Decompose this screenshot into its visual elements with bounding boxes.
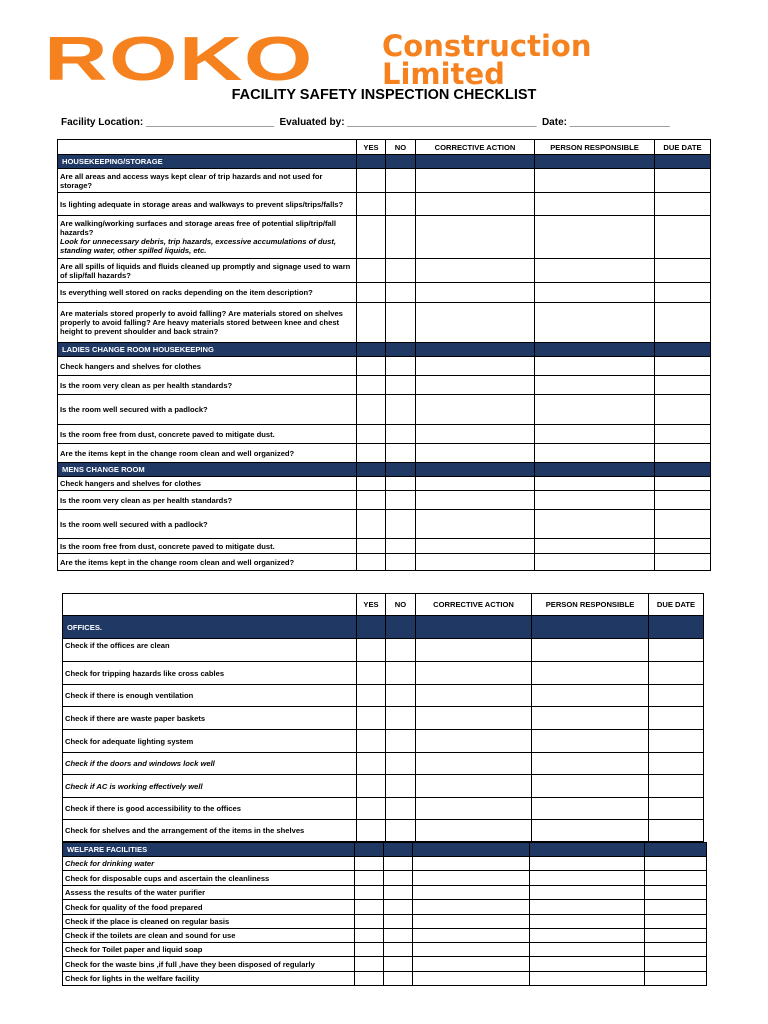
yes-cell[interactable]: [355, 915, 384, 929]
no-cell[interactable]: [384, 900, 413, 915]
due-cell[interactable]: [655, 491, 711, 510]
person-responsible-header: PERSON RESPONSIBLE: [535, 140, 655, 155]
section-title: WELFARE FACILITIES: [63, 843, 355, 857]
no-cell[interactable]: [386, 753, 416, 775]
no-cell[interactable]: [384, 957, 413, 972]
action-cell[interactable]: [416, 775, 532, 798]
yes-cell[interactable]: [357, 554, 386, 571]
due-cell[interactable]: [645, 857, 707, 871]
yes-cell[interactable]: [357, 303, 386, 343]
question-text: Is everything well stored on racks depending on the item description?: [58, 283, 357, 303]
no-cell[interactable]: [386, 477, 416, 491]
section-welfare-facilities: [63, 843, 707, 857]
blank-header: [58, 140, 357, 155]
question-text: Check if AC is working effectively well: [63, 775, 357, 798]
checklist-table-1: [57, 139, 711, 571]
question-text: Check if there is enough ventilation: [63, 685, 357, 707]
question-text: Assess the results of the water purifier: [63, 886, 355, 900]
person-cell[interactable]: [530, 857, 645, 871]
action-cell[interactable]: [416, 193, 535, 216]
no-cell[interactable]: [384, 915, 413, 929]
table-row: [63, 972, 707, 986]
checklist-table-3: [62, 842, 707, 986]
yes-cell[interactable]: [357, 169, 386, 193]
yes-cell[interactable]: [357, 193, 386, 216]
due-cell[interactable]: [655, 193, 711, 216]
person-cell[interactable]: [532, 639, 649, 662]
due-cell[interactable]: [645, 929, 707, 943]
question-text: Is the room well secured with a padlock?: [58, 510, 357, 539]
no-cell[interactable]: [386, 216, 416, 259]
no-cell[interactable]: [384, 972, 413, 986]
yes-header: YES: [357, 140, 386, 155]
no-cell[interactable]: [386, 259, 416, 283]
person-cell[interactable]: [535, 216, 655, 259]
action-cell[interactable]: [416, 216, 535, 259]
person-cell[interactable]: [535, 283, 655, 303]
action-cell[interactable]: [413, 972, 530, 986]
section-title: MENS CHANGE ROOM: [58, 463, 357, 477]
section-ladies-change-room: [58, 343, 711, 357]
table-row: [58, 169, 711, 193]
due-cell[interactable]: [649, 753, 704, 775]
question-text: Check if the doors and windows lock well: [63, 753, 357, 775]
yes-cell[interactable]: [357, 662, 386, 685]
question-text: Are walking/working surfaces and storage areas free of potential slip/trip/fall hazards?: [60, 219, 336, 237]
table-row: [63, 957, 707, 972]
yes-cell[interactable]: [355, 957, 384, 972]
question-text: Is the room free from dust, concrete paved to mitigate dust.: [58, 539, 357, 554]
person-cell[interactable]: [532, 685, 649, 707]
person-cell[interactable]: [532, 707, 649, 730]
action-cell[interactable]: [416, 554, 535, 571]
table-row: [58, 491, 711, 510]
question-text: Check for drinking water: [63, 857, 355, 871]
action-cell[interactable]: [416, 477, 535, 491]
action-cell[interactable]: [416, 357, 535, 376]
table-row: [63, 900, 707, 915]
table-row: [63, 915, 707, 929]
person-cell[interactable]: [532, 775, 649, 798]
table-row: [58, 510, 711, 539]
table-row: [63, 685, 704, 707]
table-header: [63, 594, 704, 616]
due-date-header: DUE DATE: [649, 594, 704, 616]
question-text: Check for tripping hazards like cross cables: [63, 662, 357, 685]
no-cell[interactable]: [384, 857, 413, 871]
due-cell[interactable]: [655, 283, 711, 303]
yes-cell[interactable]: [355, 871, 384, 886]
no-cell[interactable]: [386, 775, 416, 798]
document-title: FACILITY SAFETY INSPECTION CHECKLIST: [231, 87, 537, 103]
no-cell[interactable]: [386, 169, 416, 193]
person-cell[interactable]: [532, 662, 649, 685]
section-mens-change-room: [58, 463, 711, 477]
table-row: [58, 193, 711, 216]
yes-cell[interactable]: [357, 707, 386, 730]
action-cell[interactable]: [416, 798, 532, 820]
due-cell[interactable]: [655, 303, 711, 343]
question-text: Check for disposable cups and ascertain the cleanliness: [63, 871, 355, 886]
no-cell[interactable]: [386, 193, 416, 216]
question-text: Is the room very clean as per health standards?: [58, 491, 357, 510]
yes-cell[interactable]: [357, 425, 386, 444]
no-cell[interactable]: [386, 303, 416, 343]
person-cell[interactable]: [535, 395, 655, 425]
question-text: Is the room free from dust, concrete paved to mitigate dust.: [58, 425, 357, 444]
table-header: [58, 140, 711, 155]
no-header: NO: [386, 594, 416, 616]
due-cell[interactable]: [645, 943, 707, 957]
action-cell[interactable]: [413, 943, 530, 957]
table-row: [58, 554, 711, 571]
question-text: Are the items kept in the change room clean and well organized?: [58, 554, 357, 571]
table-row: [63, 639, 704, 662]
question-text: Check for quality of the food prepared: [63, 900, 355, 915]
question-text: Check if the offices are clean: [63, 639, 357, 662]
due-cell[interactable]: [655, 169, 711, 193]
action-cell[interactable]: [413, 957, 530, 972]
table-row: [58, 539, 711, 554]
person-cell[interactable]: [535, 491, 655, 510]
yes-cell[interactable]: [357, 685, 386, 707]
due-cell[interactable]: [655, 510, 711, 539]
question-text: Are the items kept in the change room clean and well organized?: [58, 444, 357, 463]
yes-cell[interactable]: [355, 857, 384, 871]
question-text: Check for lights in the welfare facility: [63, 972, 355, 986]
yes-cell[interactable]: [357, 216, 386, 259]
logo-line-2: Limited: [382, 57, 505, 91]
table-row: [63, 857, 707, 871]
facility-location-field[interactable]: Facility Location: _______________________: [61, 117, 274, 128]
yes-cell[interactable]: [355, 972, 384, 986]
action-cell[interactable]: [416, 707, 532, 730]
no-cell[interactable]: [386, 444, 416, 463]
action-cell[interactable]: [416, 444, 535, 463]
person-cell[interactable]: [532, 798, 649, 820]
person-cell[interactable]: [532, 730, 649, 753]
table-row: [58, 477, 711, 491]
corrective-action-header: CORRECTIVE ACTION: [416, 140, 535, 155]
evaluated-by-field[interactable]: Evaluated by: __________________________________: [279, 117, 537, 128]
no-cell[interactable]: [386, 395, 416, 425]
person-cell[interactable]: [535, 510, 655, 539]
question-text: Check if there are waste paper baskets: [63, 707, 357, 730]
no-cell[interactable]: [386, 510, 416, 539]
person-cell[interactable]: [532, 753, 649, 775]
person-cell[interactable]: [530, 915, 645, 929]
action-cell[interactable]: [416, 510, 535, 539]
action-cell[interactable]: [416, 425, 535, 444]
question-text: Check if the toilets are clean and sound for use: [63, 929, 355, 943]
question-text: Check for the waste bins ,if full ,have they been disposed of regularly: [63, 957, 355, 972]
action-cell[interactable]: [416, 639, 532, 662]
due-cell[interactable]: [649, 730, 704, 753]
due-cell[interactable]: [655, 395, 711, 425]
action-cell[interactable]: [413, 900, 530, 915]
no-cell[interactable]: [386, 376, 416, 395]
table-row: [63, 820, 704, 842]
action-cell[interactable]: [416, 491, 535, 510]
due-cell[interactable]: [655, 425, 711, 444]
person-cell[interactable]: [535, 376, 655, 395]
no-cell[interactable]: [386, 707, 416, 730]
section-title: LADIES CHANGE ROOM HOUSEKEEPING: [58, 343, 357, 357]
yes-cell[interactable]: [357, 395, 386, 425]
table-row: [58, 376, 711, 395]
action-cell[interactable]: [416, 539, 535, 554]
section-offices: [63, 616, 704, 639]
question-text: Check if the place is cleaned on regular basis: [63, 915, 355, 929]
due-cell[interactable]: [649, 820, 704, 842]
table-row: [63, 753, 704, 775]
table-row: [63, 886, 707, 900]
yes-cell[interactable]: [357, 730, 386, 753]
person-cell[interactable]: [535, 554, 655, 571]
no-header: NO: [386, 140, 416, 155]
person-cell[interactable]: [530, 900, 645, 915]
no-cell[interactable]: [386, 798, 416, 820]
question-text: Are all spills of liquids and fluids cleaned up promptly and signage used to warn of slip/fall hazards?: [58, 259, 357, 283]
yes-cell[interactable]: [357, 639, 386, 662]
section-title: OFFICES.: [63, 616, 357, 639]
due-cell[interactable]: [649, 707, 704, 730]
action-cell[interactable]: [416, 685, 532, 707]
question-text: Are materials stored properly to avoid falling? Are materials stored on shelves properly to avoid falling? Are heavy materials stored between knee and chest height to prevent shoulder and back strain?: [58, 303, 357, 343]
due-cell[interactable]: [655, 259, 711, 283]
person-cell[interactable]: [535, 303, 655, 343]
due-date-header: DUE DATE: [655, 140, 711, 155]
table-row: [63, 871, 707, 886]
person-cell[interactable]: [530, 871, 645, 886]
yes-cell[interactable]: [357, 539, 386, 554]
table-row: [63, 943, 707, 957]
yes-cell[interactable]: [357, 798, 386, 820]
question-text: Check for shelves and the arrangement of the items in the shelves: [63, 820, 357, 842]
table-row: [58, 444, 711, 463]
question-text: Is the room well secured with a padlock?: [58, 395, 357, 425]
question-text: Check if there is good accessibility to the offices: [63, 798, 357, 820]
action-cell[interactable]: [416, 169, 535, 193]
table-row: [58, 395, 711, 425]
due-cell[interactable]: [645, 871, 707, 886]
person-cell[interactable]: [535, 444, 655, 463]
yes-cell[interactable]: [357, 259, 386, 283]
no-cell[interactable]: [386, 685, 416, 707]
due-cell[interactable]: [645, 957, 707, 972]
person-cell[interactable]: [530, 957, 645, 972]
due-cell[interactable]: [645, 886, 707, 900]
question-text: Is lighting adequate in storage areas and walkways to prevent slips/trips/falls?: [58, 193, 357, 216]
company-logo: [44, 25, 664, 94]
action-cell[interactable]: [413, 871, 530, 886]
no-cell[interactable]: [384, 886, 413, 900]
yes-cell[interactable]: [357, 376, 386, 395]
yes-cell[interactable]: [357, 753, 386, 775]
action-cell[interactable]: [413, 886, 530, 900]
logo-line-1: Construction: [382, 29, 592, 63]
due-cell[interactable]: [655, 444, 711, 463]
due-cell[interactable]: [655, 357, 711, 376]
yes-cell[interactable]: [355, 886, 384, 900]
due-cell[interactable]: [655, 477, 711, 491]
person-cell[interactable]: [532, 820, 649, 842]
action-cell[interactable]: [416, 753, 532, 775]
due-cell[interactable]: [655, 216, 711, 259]
person-cell[interactable]: [530, 972, 645, 986]
no-cell[interactable]: [386, 539, 416, 554]
question-text: Are all areas and access ways kept clear of trip hazards and not used for storage?: [58, 169, 357, 193]
yes-cell[interactable]: [357, 477, 386, 491]
due-cell[interactable]: [649, 775, 704, 798]
due-cell[interactable]: [645, 972, 707, 986]
no-cell[interactable]: [384, 943, 413, 957]
table-row: [58, 425, 711, 444]
action-cell[interactable]: [416, 376, 535, 395]
question-note: Look for unnecessary debris, trip hazards, excessive accumulations of dust, standing water, other spilled liquids, etc.: [60, 237, 336, 255]
person-cell[interactable]: [530, 943, 645, 957]
action-cell[interactable]: [416, 395, 535, 425]
action-cell[interactable]: [416, 662, 532, 685]
question-text: Check for adequate lighting system: [63, 730, 357, 753]
no-cell[interactable]: [386, 425, 416, 444]
table-row: [63, 707, 704, 730]
no-cell[interactable]: [384, 871, 413, 886]
table-row: [63, 929, 707, 943]
action-cell[interactable]: [416, 820, 532, 842]
person-cell[interactable]: [535, 169, 655, 193]
due-cell[interactable]: [655, 554, 711, 571]
action-cell[interactable]: [416, 303, 535, 343]
no-cell[interactable]: [386, 639, 416, 662]
due-cell[interactable]: [649, 685, 704, 707]
yes-cell[interactable]: [357, 491, 386, 510]
due-cell[interactable]: [649, 639, 704, 662]
due-cell[interactable]: [645, 915, 707, 929]
yes-cell[interactable]: [355, 943, 384, 957]
person-cell[interactable]: [535, 539, 655, 554]
question-cell: [58, 216, 357, 259]
no-cell[interactable]: [384, 929, 413, 943]
question-text: Check hangers and shelves for clothes: [58, 477, 357, 491]
table-row: [63, 662, 704, 685]
table-row: [58, 303, 711, 343]
due-cell[interactable]: [649, 798, 704, 820]
no-cell[interactable]: [386, 491, 416, 510]
no-cell[interactable]: [386, 820, 416, 842]
checklist-table-2: [62, 593, 704, 842]
action-cell[interactable]: [416, 730, 532, 753]
action-cell[interactable]: [416, 259, 535, 283]
table-row: [58, 283, 711, 303]
person-cell[interactable]: [535, 193, 655, 216]
person-cell[interactable]: [530, 886, 645, 900]
person-cell[interactable]: [535, 357, 655, 376]
section-title: HOUSEKEEPING/STORAGE: [58, 155, 357, 169]
no-cell[interactable]: [386, 357, 416, 376]
due-cell[interactable]: [655, 539, 711, 554]
yes-header: YES: [357, 594, 386, 616]
yes-cell[interactable]: [355, 900, 384, 915]
question-text: Check for Toilet paper and liquid soap: [63, 943, 355, 957]
action-cell[interactable]: [413, 929, 530, 943]
due-cell[interactable]: [645, 900, 707, 915]
table-row: [58, 357, 711, 376]
no-cell[interactable]: [386, 554, 416, 571]
action-cell[interactable]: [416, 283, 535, 303]
due-cell[interactable]: [655, 376, 711, 395]
yes-cell[interactable]: [357, 510, 386, 539]
table-row: [63, 775, 704, 798]
person-cell[interactable]: [530, 929, 645, 943]
table-row: [58, 216, 711, 259]
question-text: Is the room very clean as per health standards?: [58, 376, 357, 395]
table-row: [63, 798, 704, 820]
no-cell[interactable]: [386, 662, 416, 685]
corrective-action-header: CORRECTIVE ACTION: [416, 594, 532, 616]
section-housekeeping: [58, 155, 711, 169]
action-cell[interactable]: [413, 857, 530, 871]
table-row: [63, 730, 704, 753]
no-cell[interactable]: [386, 283, 416, 303]
blank-header: [63, 594, 357, 616]
yes-cell[interactable]: [355, 929, 384, 943]
no-cell[interactable]: [386, 730, 416, 753]
person-cell[interactable]: [535, 259, 655, 283]
question-text: Check hangers and shelves for clothes: [58, 357, 357, 376]
yes-cell[interactable]: [357, 775, 386, 798]
person-cell[interactable]: [535, 425, 655, 444]
action-cell[interactable]: [413, 915, 530, 929]
yes-cell[interactable]: [357, 444, 386, 463]
due-cell[interactable]: [649, 662, 704, 685]
form-meta: [61, 117, 670, 128]
yes-cell[interactable]: [357, 357, 386, 376]
date-field[interactable]: Date: __________________: [541, 117, 670, 128]
yes-cell[interactable]: [357, 820, 386, 842]
person-cell[interactable]: [535, 477, 655, 491]
table-row: [58, 259, 711, 283]
person-responsible-header: PERSON RESPONSIBLE: [532, 594, 649, 616]
yes-cell[interactable]: [357, 283, 386, 303]
logo-wordmark: ROKO: [44, 25, 314, 94]
